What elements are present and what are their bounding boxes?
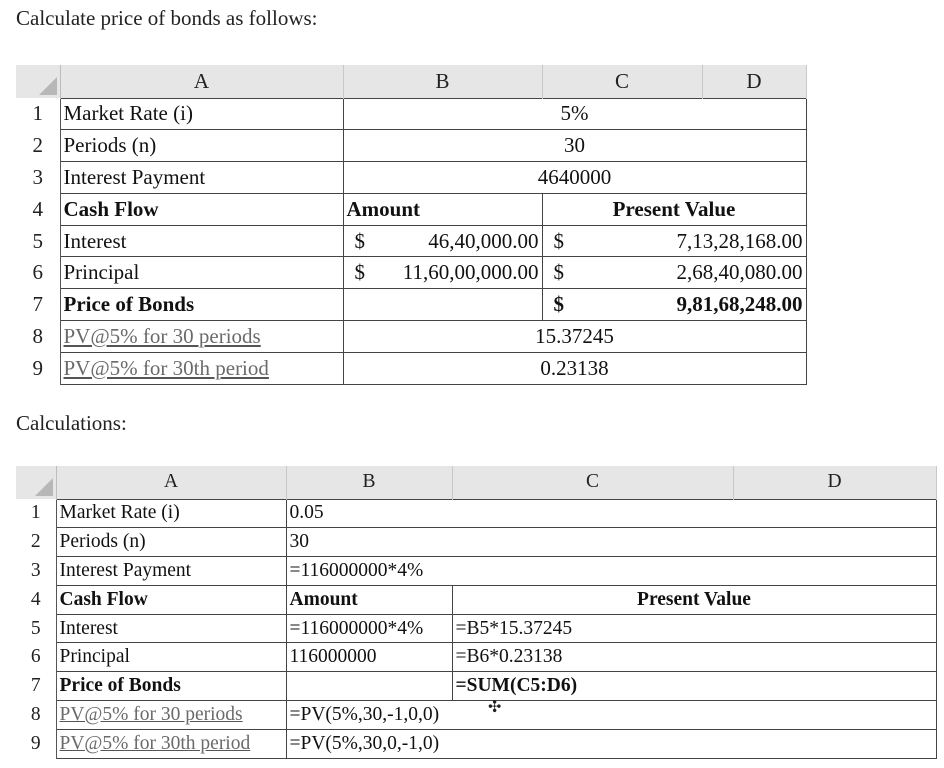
row-number[interactable]: 5 bbox=[16, 225, 60, 257]
table-row bbox=[16, 499, 936, 528]
cell-a1[interactable]: Market Rate (i) bbox=[60, 98, 343, 130]
currency-symbol: $ bbox=[553, 260, 564, 285]
cell-b9-merged[interactable]: =PV(5%,30,0,-1,0) bbox=[286, 729, 936, 758]
row-number[interactable]: 2 bbox=[16, 130, 60, 162]
cell-a7[interactable]: Price of Bonds bbox=[56, 672, 286, 701]
table-row bbox=[16, 701, 936, 730]
hyperlink-pv-30-periods[interactable]: PV@5% for 30 periods bbox=[59, 703, 243, 725]
bond-price-table bbox=[16, 65, 807, 385]
table-row bbox=[16, 162, 806, 194]
cell-b1-merged[interactable]: 5% bbox=[343, 98, 806, 130]
cell-value: 9,81,68,248.00 bbox=[676, 292, 803, 317]
cell-a5[interactable]: Interest bbox=[60, 225, 343, 257]
row-number[interactable]: 4 bbox=[16, 585, 56, 614]
table-row bbox=[16, 528, 936, 557]
cell-b6[interactable]: 116000000 bbox=[286, 643, 452, 672]
cell-b3-merged[interactable]: 4640000 bbox=[343, 162, 806, 194]
column-header-d[interactable]: D bbox=[702, 65, 806, 98]
row-number[interactable]: 7 bbox=[16, 289, 60, 321]
cell-b8-merged[interactable]: =PV(5%,30,-1,0,0) bbox=[286, 701, 936, 730]
hyperlink-pv-30th-period[interactable]: PV@5% for 30th period bbox=[59, 732, 251, 754]
select-all-corner[interactable] bbox=[16, 65, 60, 98]
currency-symbol: $ bbox=[553, 292, 564, 317]
cell-c7-merged[interactable]: =SUM(C5:D6) bbox=[452, 672, 936, 701]
cell-b2-merged[interactable]: 30 bbox=[343, 130, 806, 162]
cell-a3[interactable]: Interest Payment bbox=[56, 557, 286, 586]
cell-b6[interactable] bbox=[343, 257, 542, 289]
cell-c7-merged[interactable] bbox=[542, 289, 806, 321]
cell-a3[interactable]: Interest Payment bbox=[60, 162, 343, 194]
row-number[interactable]: 7 bbox=[16, 672, 56, 701]
column-header-c[interactable]: C bbox=[452, 466, 733, 499]
cell-value: 7,13,28,168.00 bbox=[676, 228, 803, 253]
column-header-b[interactable]: B bbox=[286, 466, 452, 499]
table-row bbox=[16, 225, 806, 257]
row-number[interactable]: 4 bbox=[16, 193, 60, 225]
cell-c5-merged[interactable] bbox=[542, 225, 806, 257]
cell-b5[interactable]: =116000000*4% bbox=[286, 614, 452, 643]
column-header-a[interactable]: A bbox=[56, 466, 286, 499]
row-number[interactable]: 6 bbox=[16, 257, 60, 289]
cell-a1[interactable]: Market Rate (i) bbox=[56, 499, 286, 528]
currency-symbol: $ bbox=[354, 228, 365, 253]
formula-table bbox=[16, 466, 937, 759]
cell-b5[interactable] bbox=[343, 225, 542, 257]
table-row bbox=[16, 729, 936, 758]
cell-a9[interactable] bbox=[56, 729, 286, 758]
cell-a9[interactable] bbox=[60, 352, 343, 384]
cell-c4-merged[interactable]: Present Value bbox=[542, 193, 806, 225]
cell-b7[interactable] bbox=[286, 672, 452, 701]
row-number[interactable]: 5 bbox=[16, 614, 56, 643]
cell-b2-merged[interactable]: 30 bbox=[286, 528, 936, 557]
table-row bbox=[16, 257, 806, 289]
cell-b1-merged[interactable]: 0.05 bbox=[286, 499, 936, 528]
row-number[interactable]: 8 bbox=[16, 701, 56, 730]
row-number[interactable]: 3 bbox=[16, 557, 56, 586]
cell-a6[interactable]: Principal bbox=[56, 643, 286, 672]
cell-a8[interactable] bbox=[60, 321, 343, 353]
heading-price-of-bonds: Calculate price of bonds as follows: bbox=[16, 6, 318, 30]
column-header-row bbox=[16, 466, 936, 499]
row-number[interactable]: 1 bbox=[16, 98, 60, 130]
cell-b9-merged[interactable]: 0.23138 bbox=[343, 352, 806, 384]
cell-a2[interactable]: Periods (n) bbox=[60, 130, 343, 162]
cell-value: 11,60,00,000.00 bbox=[402, 260, 539, 285]
cell-select-cursor-icon: ✣ bbox=[488, 697, 502, 716]
table-row bbox=[16, 585, 936, 614]
cell-a8[interactable] bbox=[56, 701, 286, 730]
cell-b8-merged[interactable]: 15.37245 bbox=[343, 321, 806, 353]
row-number[interactable]: 9 bbox=[16, 729, 56, 758]
table-row bbox=[16, 352, 806, 384]
hyperlink-pv-30-periods[interactable]: PV@5% for 30 periods bbox=[63, 323, 261, 348]
cell-c4-merged[interactable]: Present Value bbox=[452, 585, 936, 614]
table-row bbox=[16, 130, 806, 162]
column-header-row bbox=[16, 65, 806, 98]
currency-symbol: $ bbox=[553, 228, 564, 253]
cell-value: 2,68,40,080.00 bbox=[676, 260, 803, 285]
cell-c5-merged[interactable]: =B5*15.37245 bbox=[452, 614, 936, 643]
heading-calculations: Calculations: bbox=[16, 411, 127, 435]
cell-b4[interactable]: Amount bbox=[286, 585, 452, 614]
cell-b4[interactable]: Amount bbox=[343, 193, 542, 225]
row-number[interactable]: 9 bbox=[16, 352, 60, 384]
cell-a7[interactable]: Price of Bonds bbox=[60, 289, 343, 321]
table-row bbox=[16, 321, 806, 353]
cell-value: 46,40,000.00 bbox=[428, 228, 539, 253]
table-row bbox=[16, 557, 936, 586]
row-number[interactable]: 3 bbox=[16, 162, 60, 194]
row-number[interactable]: 2 bbox=[16, 528, 56, 557]
table-row bbox=[16, 614, 936, 643]
cell-c6-merged[interactable] bbox=[542, 257, 806, 289]
row-number[interactable]: 6 bbox=[16, 643, 56, 672]
cell-a2[interactable]: Periods (n) bbox=[56, 528, 286, 557]
column-header-a[interactable]: A bbox=[60, 65, 343, 98]
table-row bbox=[16, 98, 806, 130]
column-header-b[interactable]: B bbox=[343, 65, 542, 98]
table-row bbox=[16, 193, 806, 225]
row-number[interactable]: 1 bbox=[16, 499, 56, 528]
hyperlink-pv-30th-period[interactable]: PV@5% for 30th period bbox=[63, 355, 269, 380]
table-row bbox=[16, 289, 806, 321]
cell-c6-merged[interactable]: =B6*0.23138 bbox=[452, 643, 936, 672]
table-row bbox=[16, 643, 936, 672]
currency-symbol: $ bbox=[354, 260, 365, 285]
cell-a6[interactable]: Principal bbox=[60, 257, 343, 289]
column-header-d[interactable]: D bbox=[733, 466, 936, 499]
cell-b7[interactable] bbox=[343, 289, 542, 321]
table-row bbox=[16, 672, 936, 701]
row-number[interactable]: 8 bbox=[16, 321, 60, 353]
cell-b3-merged[interactable]: =116000000*4% bbox=[286, 557, 936, 586]
select-all-corner[interactable] bbox=[16, 466, 56, 499]
cell-a4[interactable]: Cash Flow bbox=[60, 193, 343, 225]
column-header-c[interactable]: C bbox=[542, 65, 702, 98]
cell-a5[interactable]: Interest bbox=[56, 614, 286, 643]
cell-a4[interactable]: Cash Flow bbox=[56, 585, 286, 614]
